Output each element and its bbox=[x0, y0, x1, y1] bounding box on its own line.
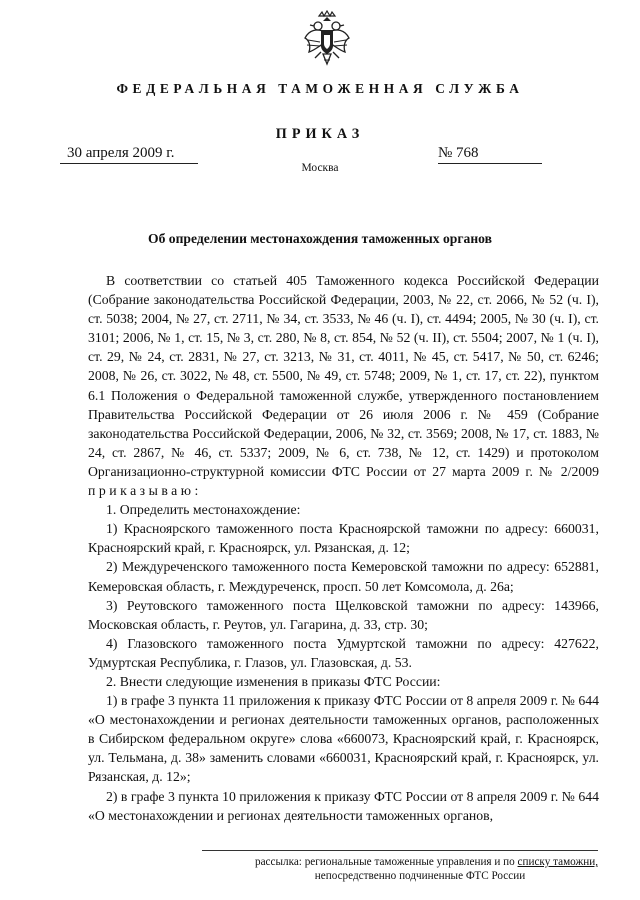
distribution-line-2: непосредственно подчиненные ФТС России bbox=[314, 870, 526, 882]
order-body bbox=[88, 271, 599, 825]
clause-2: 2. Внести следующие изменения в приказы ФТС России: bbox=[106, 673, 441, 689]
distribution-divider bbox=[202, 850, 598, 851]
clause-2-item-1: 1) в графе 3 пункта 11 приложения к приказу ФТС России от 8 апреля 2009 г. № 644 «О местонахождении и регионах деятельности таможенных органов, расположенных в Сибирском федеральном округе» слова «660073, Красноярский край, г. Красноярск, ул. Тельмана, д. 38» заменить словами «660031, Красноярский край, г. Красноярск, ул. Рязанская, д. 12»; bbox=[88, 693, 599, 785]
clause-1-item-3: 3) Реутовского таможенного поста Щелковской таможни по адресу: 143966, Московская область, г. Реутов, ул. Гагарина, д. 33, стр. 30; bbox=[88, 597, 599, 632]
clause-2-item-2: 2) в графе 3 пункта 10 приложения к приказу ФТС России от 8 апреля 2009 г. № 644 «О местонахождении и регионах деятельности таможенных органов, bbox=[88, 788, 599, 823]
distribution-prefix: рассылка: региональные таможенные управления и по bbox=[254, 856, 518, 868]
intro-paragraph bbox=[88, 271, 599, 500]
decree-word: приказываю: bbox=[88, 483, 202, 499]
number-sign: № bbox=[438, 145, 453, 161]
order-number-field bbox=[438, 143, 542, 164]
intro-text: В соответствии со статьей 405 Таможенного кодекса Российской Федерации (Собрание законодательства Российской Федерации, 2003, № 22, ст. 2066, № 52 (ч. I), ст. 5038; 2004, № 27, ст. 2711, № 34, ст. 3533, № 46 (ч. I), ст. 4494; 2005, № 30 (ч. I), ст. 3101; 2006, № 1, ст. 15, № 3, ст. 280, № 8, ст. 854, № 52 (ч. II), ст. 5504; 2007, № 1 (ч. I), ст. 29, № 24, ст. 2831, № 27, ст. 3213, № 31, ст. 4011, № 45, ст. 5417, № 50, ст. 6246; 2008, № 26, ст. 3022, № 48, ст. 5500, № 49, ст. 5748; 2009, № 1, ст. 17, ст. 22), пунктом 6.1 Положения о Федеральной таможенной службе, утвержденного постановлением Правительства Российской Федерации от 26 июля 2006 г. № 459 (Собрание законодательства Российской Федерации, 2006, № 32, ст. 3569; 2008, № 17, ст. 1883, № 24, ст. 2867, № 46, ст. 5337; 2009, № 6, ст. 738, № 12, ст. 1429) и протоколом Организационно-структурной комиссии ФТС России от 27 марта 2009 г. № 2/2009 bbox=[88, 273, 599, 479]
russian-coat-of-arms-icon bbox=[303, 10, 351, 68]
document-type-heading: ПРИКАЗ bbox=[275, 126, 365, 142]
customs-list-link[interactable]: списку таможни, bbox=[517, 856, 598, 868]
order-subject-title: Об определении местонахождения таможенных органов bbox=[148, 231, 492, 246]
clause-1-item-1: 1) Красноярского таможенного поста Красноярской таможни по адресу: 660031, Красноярский край, г. Красноярск, ул. Рязанская, д. 12; bbox=[88, 521, 599, 556]
clause-1-item-4: 4) Глазовского таможенного поста Удмуртской таможни по адресу: 427622, Удмуртская Республика, г. Глазов, ул. Глазовская, д. 53. bbox=[88, 635, 599, 670]
distribution-note bbox=[202, 855, 598, 883]
clause-1: 1. Определить местонахождение: bbox=[106, 502, 301, 518]
order-date-field bbox=[60, 143, 198, 164]
distribution-line-1 bbox=[202, 855, 598, 869]
agency-name: ФЕДЕРАЛЬНАЯ ТАМОЖЕННАЯ СЛУЖБА bbox=[116, 81, 524, 96]
order-number: 768 bbox=[456, 145, 479, 161]
city-label: Москва bbox=[301, 162, 339, 174]
order-date: 30 апреля 2009 г. bbox=[67, 145, 175, 161]
clause-1-item-2: 2) Междуреченского таможенного поста Кемеровской таможни по адресу: 652881, Кемеровская область, г. Междуреченск, просп. 50 лет Комсомола, д. 26а; bbox=[88, 559, 599, 594]
